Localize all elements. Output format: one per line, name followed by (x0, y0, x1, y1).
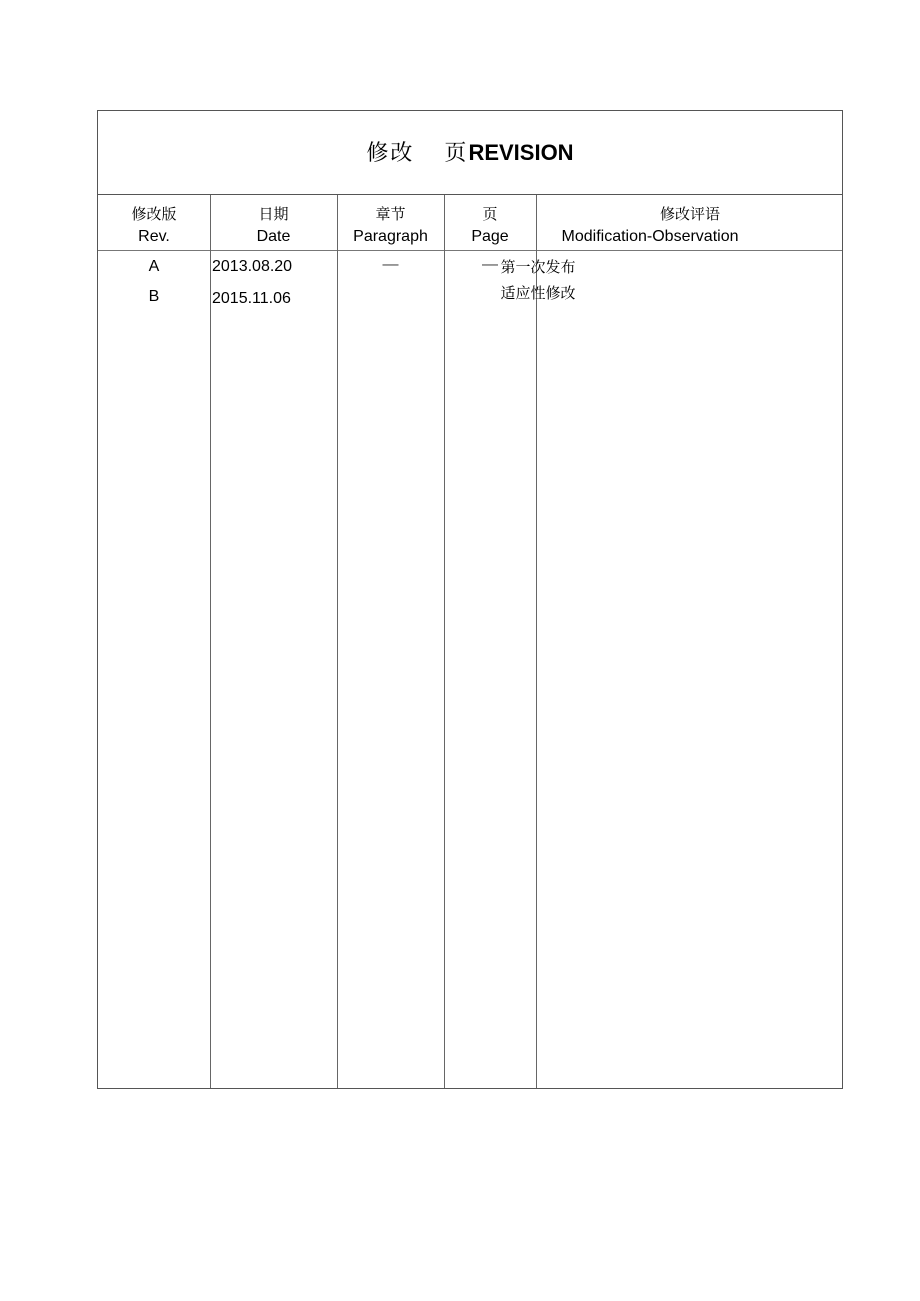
column-divider (337, 195, 338, 1088)
header-paragraph-en: Paragraph (353, 228, 428, 245)
row-a-date: 2013.08.20 (212, 258, 293, 275)
page-title (98, 138, 842, 169)
header-paragraph-cn: 章节 (375, 205, 406, 223)
revision-table (97, 110, 843, 1089)
header-paragraph (337, 203, 444, 249)
header-date-en: Date (256, 228, 291, 245)
row-a-observation-text: 第一次发布 (500, 258, 576, 276)
row-a-paragraph: — (382, 256, 399, 273)
title-cn: 修改 (366, 141, 415, 166)
column-divider (210, 195, 211, 1088)
header-rev (98, 203, 210, 249)
header-observation (536, 203, 844, 249)
title-row (98, 111, 842, 195)
header-date-cn: 日期 (258, 205, 289, 223)
header-rev-en: Rev. (138, 228, 170, 245)
header-page-cn: 页 (482, 205, 498, 223)
title-cn-page: 页 (444, 141, 469, 166)
column-divider (536, 195, 537, 1088)
header-observation-en: Modification-Observation (561, 228, 739, 245)
title-en: REVISION (468, 140, 574, 165)
row-a-page: — (482, 256, 498, 273)
row-b-date: 2015.11.06 (212, 290, 291, 307)
header-observation-cn: 修改评语 (659, 205, 720, 223)
row-a-rev: A (148, 258, 160, 275)
row-a-observation (500, 257, 844, 277)
header-page-en: Page (471, 228, 509, 245)
header-rev-cn: 修改版 (131, 205, 177, 223)
header-date (210, 203, 337, 249)
row-b-observation-text: 适应性修改 (500, 284, 576, 302)
row-b-rev: B (148, 288, 160, 305)
row-b-observation (500, 283, 844, 303)
column-divider (444, 195, 445, 1088)
